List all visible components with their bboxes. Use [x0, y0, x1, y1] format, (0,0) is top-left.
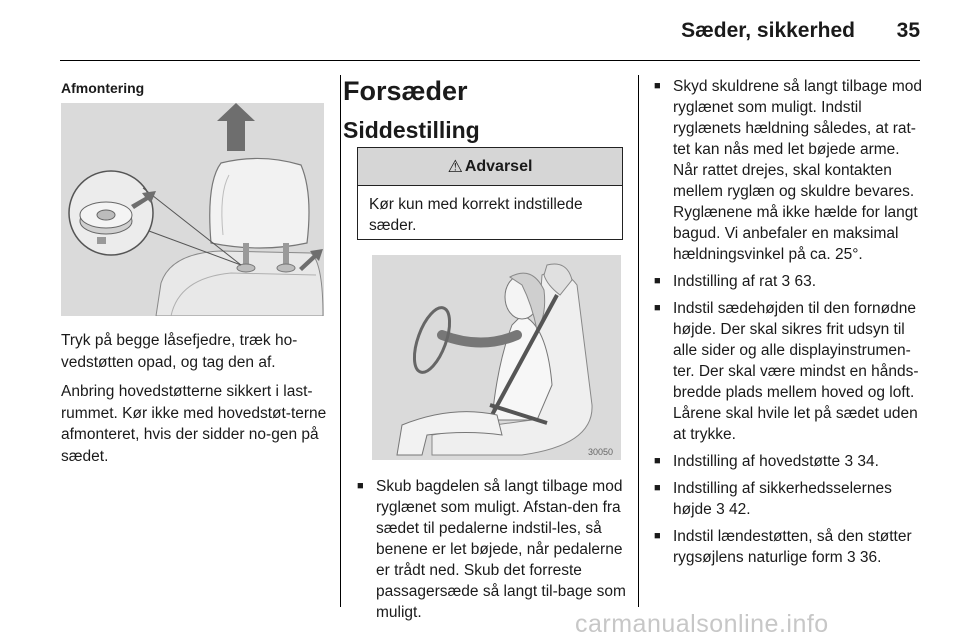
section-subheading: Siddestilling: [343, 117, 480, 143]
right-bullet-list: [654, 76, 924, 574]
list-item: ■ Indstil sædehøjden til den fornødne højde. Der skal sikres frit udsyn til alle sider og alle displayinstrumen-ter. Der skal være mindst en hånds-bredde plads mellem hoved og loft. Lårene skal hvile let på sædet uden at trykke.: [654, 300, 919, 443]
left-body-text: [61, 330, 333, 475]
bullet-square-icon: ■: [654, 482, 661, 494]
header-divider: [60, 60, 920, 61]
paragraph: Tryk på begge låsefjedre, træk ho-vedstøtten opad, og tag den af.: [61, 332, 298, 371]
bullet-square-icon: ■: [654, 530, 661, 542]
list-item: ■ Indstil lændestøtten, så den støtter rygsøjlens naturlige form 3 36.: [654, 528, 912, 566]
warning-title: Advarsel: [464, 157, 533, 175]
bullet-square-icon: ■: [357, 480, 364, 492]
warning-header: [358, 148, 622, 186]
figure-number: 30050: [588, 447, 614, 457]
section-heading: Forsæder: [343, 76, 468, 106]
bullet-square-icon: ■: [654, 302, 661, 314]
bullet-square-icon: ■: [654, 455, 661, 467]
list-item: ■ Skub bagdelen så langt tilbage mod ryglænet som muligt. Afstan-den fra sædet til pedalerne indstil-les, så benene er let bøjede, når pedalerne er trådt ned. Skub det forreste passagersæde så langt til-bage som muligt.: [357, 478, 626, 621]
warning-text: Kør kun med korrekt indstillede sæder.: [369, 196, 583, 234]
bullet-square-icon: ■: [654, 275, 661, 287]
seating-position-diagram: [372, 255, 621, 460]
paragraph: Anbring hovedstøtterne sikkert i last-rummet. Kør ikke med hovedstøt-terne afmonteret, hvis der sidder no-gen på sædet.: [61, 383, 327, 465]
page-title: Sæder, sikkerhed: [681, 19, 855, 42]
section-subheading: Afmontering: [61, 80, 145, 96]
watermark: carmanualsonline.info: [575, 610, 829, 638]
page-number: 35: [896, 19, 920, 42]
warning-box: [357, 147, 623, 240]
headrest-diagram: [61, 103, 324, 316]
column-divider-right: [638, 75, 639, 607]
list-item: ■ Indstilling af sikkerhedsselernes højde 3 42.: [654, 480, 892, 518]
warning-triangle-icon: ⚠: [447, 156, 463, 176]
column-divider-left: [340, 75, 341, 607]
middle-bullet-list: [357, 476, 627, 629]
list-item: ■ Skyd skuldrene så langt tilbage mod ryglænet som muligt. Indstil ryglænets hældning således, at rat-tet kan nås med let bøjede arme. Når rattet drejes, skal kontakten mellem ryglæn og skuldre bevares. Ryglænene må ikke hælde for langt bagud. Vi anbefaler en maksimal hældningsvinkel på ca. 25°.: [654, 78, 923, 263]
bullet-square-icon: ■: [654, 80, 661, 92]
driver-seating-illustration: [372, 255, 621, 460]
list-item: ■ Indstilling af hovedstøtte 3 34.: [654, 453, 879, 470]
list-item: ■ Indstilling af rat 3 63.: [654, 273, 817, 290]
headrest-removal-illustration: [61, 103, 324, 316]
